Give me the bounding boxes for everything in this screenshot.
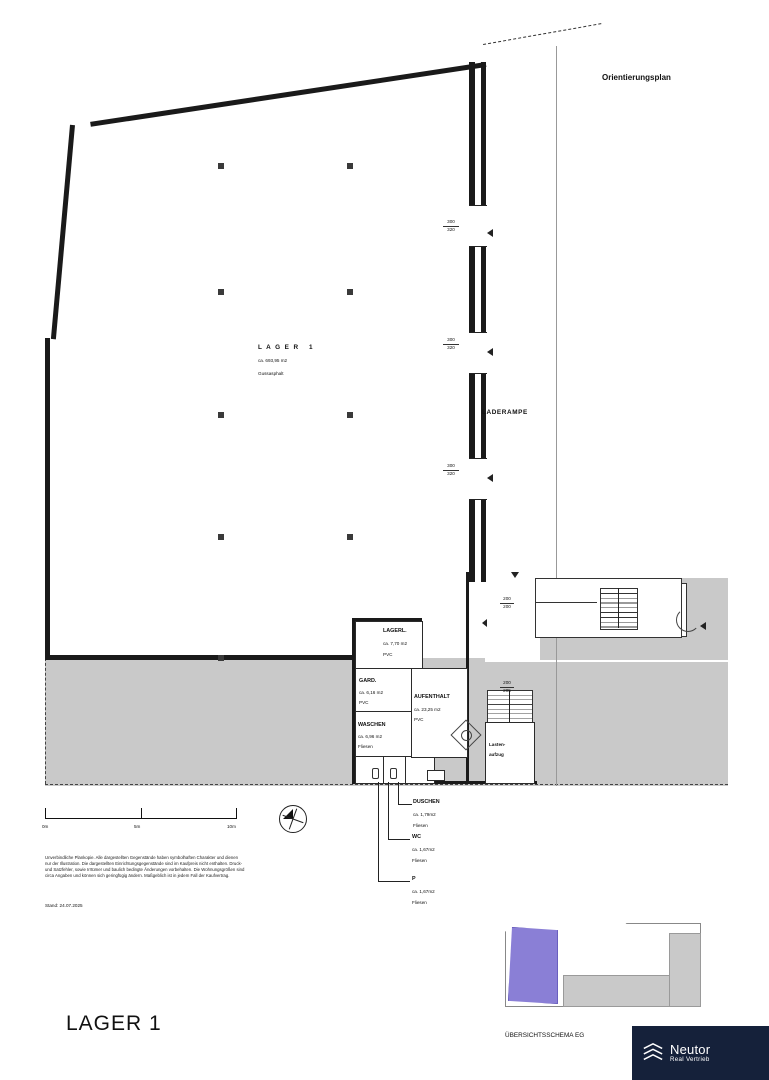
orientation-plan-label: Orientierungsplan	[602, 73, 671, 82]
overview-caption: ÜBERSICHTSSCHEMA EG	[505, 1032, 585, 1039]
loading-ramp-label: LADERAMPE	[482, 409, 528, 416]
door-height-2: 320	[447, 345, 455, 350]
room-lagerl-floor: PVC	[383, 652, 393, 657]
brand-subtitle: Real Vertrieb	[670, 1055, 710, 1063]
site-boundary-dashed-left	[45, 658, 46, 784]
leader-duschen	[398, 782, 399, 804]
room-wc-name: WC	[412, 834, 421, 840]
room-gard-name: GARD.	[359, 678, 377, 684]
core-stair	[487, 690, 533, 724]
scale-label-mid: 5m	[134, 824, 141, 829]
chair-symbol	[461, 730, 472, 741]
door-opening-1	[469, 205, 487, 247]
room-gard-area: ca. 6,16 m2	[359, 690, 384, 695]
room-p-area: ca. 1,67m2	[412, 889, 435, 894]
pillar	[218, 289, 224, 295]
hall-wall-top	[90, 62, 486, 127]
ramp-marker-arrow	[511, 572, 519, 578]
elevator-label-line1: Lasten-	[489, 742, 506, 747]
scale-tick-start	[45, 808, 46, 819]
room-wc-area: ca. 1,67m2	[412, 847, 435, 852]
room-waschen-area: ca. 6,96 m2	[358, 734, 383, 739]
leader-p-h	[378, 881, 410, 882]
core-stair-rail	[509, 690, 510, 722]
door-width-1: 300	[447, 219, 455, 224]
wc-fixture	[372, 768, 379, 779]
stair-landing-line	[535, 602, 597, 603]
door-arrow-3	[487, 474, 493, 482]
room-wc-floor: Fliesen	[412, 858, 427, 863]
room-aufenthalt-area: ca. 23,25 m2	[414, 707, 441, 712]
site-boundary-dashed	[45, 784, 728, 785]
door-height-4: 200	[503, 604, 511, 609]
disclaimer-text: Unverbindliche Plankopie. Alle dargestellten Gegenstände haben symbolhaften Charakter und dienen nur der Illustration. Die dargestellten Einrichtungsgegenstände sind im Kaufpreis nicht enthalten. Druck- und Satzfehler, sowie Irrtümer und baulich bedingte Änderungen vorbehalten. Die Wohnungsgrößen sind circa Angaben und können sich geringfügig ändern. Maßgeblich ist in jedem Fall der Kaufvertrag.	[45, 855, 245, 879]
hall-name-label: L A G E R 1	[258, 344, 314, 351]
hall-wall-right	[469, 62, 475, 582]
hall-wall-bottom	[45, 655, 365, 660]
north-arrow-icon	[279, 805, 307, 833]
room-p-name: P	[412, 876, 416, 882]
pillar	[218, 655, 224, 661]
room-waschen-floor: Fliesen	[358, 744, 373, 749]
plan-date: Stand: 24.07.2025	[45, 903, 83, 908]
north-arrow-fill	[283, 809, 293, 819]
overview-schema	[505, 915, 700, 1010]
room-duschen-name: DUSCHEN	[413, 799, 440, 805]
wc-fixture-2	[390, 768, 397, 779]
pillar	[347, 412, 353, 418]
scale-label-start: 0m	[42, 824, 49, 829]
leader-wc	[388, 782, 389, 839]
overview-grey-right	[669, 933, 701, 1007]
door-width-5: 200	[503, 680, 511, 685]
brand-logo[interactable]	[632, 1026, 769, 1080]
room-duschen-area: ca. 1,79m2	[413, 812, 436, 817]
room-aufenthalt-name: AUFENTHALT	[414, 694, 450, 700]
room-duschen	[355, 756, 385, 784]
door-opening-3	[469, 458, 487, 500]
room-aufenthalt-floor: PVC	[414, 717, 424, 722]
pillar	[347, 289, 353, 295]
hall-wall-left-lower	[45, 338, 50, 660]
hall-floor-label: Gussasphalt	[258, 371, 284, 376]
leader-wc-h	[388, 839, 410, 840]
room-p-floor: Fliesen	[412, 900, 427, 905]
door-height-3: 320	[447, 471, 455, 476]
pillar	[218, 163, 224, 169]
hall-wall-right-outer	[481, 62, 486, 582]
door-height-5: 205	[503, 688, 511, 693]
brand-name: Neutor	[670, 1041, 711, 1057]
room-lagerl-area: ca. 7,70 m2	[383, 641, 408, 646]
page-title: LAGER 1	[66, 1012, 162, 1035]
scale-label-end: 10m	[227, 824, 236, 829]
overview-highlight-unit	[508, 927, 558, 1004]
pillar	[347, 163, 353, 169]
site-boundary-dashed-top	[483, 23, 601, 45]
room-duschen-floor: Fliesen	[413, 823, 428, 828]
pillar	[218, 534, 224, 540]
site-boundary-vertical	[556, 46, 557, 786]
pillar	[347, 534, 353, 540]
door-arrow-4	[700, 622, 706, 630]
leader-p	[378, 782, 379, 881]
leader-duschen-h	[398, 804, 412, 805]
door-height-1: 320	[447, 227, 455, 232]
scale-tick-mid	[141, 808, 142, 819]
door-arrow-2	[487, 348, 493, 356]
door-arrow-5	[482, 619, 487, 627]
chevrons-icon	[642, 1042, 664, 1064]
door-width-3: 300	[447, 463, 455, 468]
room-lagerl-name: LAGERL.	[383, 628, 407, 634]
stair-direction-line	[618, 588, 619, 628]
elevator-label-line2: aufzug	[489, 752, 504, 757]
hall-area-label: ca. 693,95 m2	[258, 358, 288, 363]
scale-tick-end	[236, 808, 237, 819]
hall-wall-left-upper	[51, 125, 75, 340]
door-width-4: 200	[503, 596, 511, 601]
pillar	[218, 412, 224, 418]
sanitary-fixture-box	[427, 770, 445, 781]
door-arc-right	[676, 608, 700, 632]
door-arrow-1	[487, 229, 493, 237]
room-gard-floor: PVC	[359, 700, 369, 705]
door-width-2: 300	[447, 337, 455, 342]
door-opening-2	[469, 332, 487, 374]
room-waschen-name: WASCHEN	[358, 722, 386, 728]
stair-treads	[600, 588, 638, 630]
